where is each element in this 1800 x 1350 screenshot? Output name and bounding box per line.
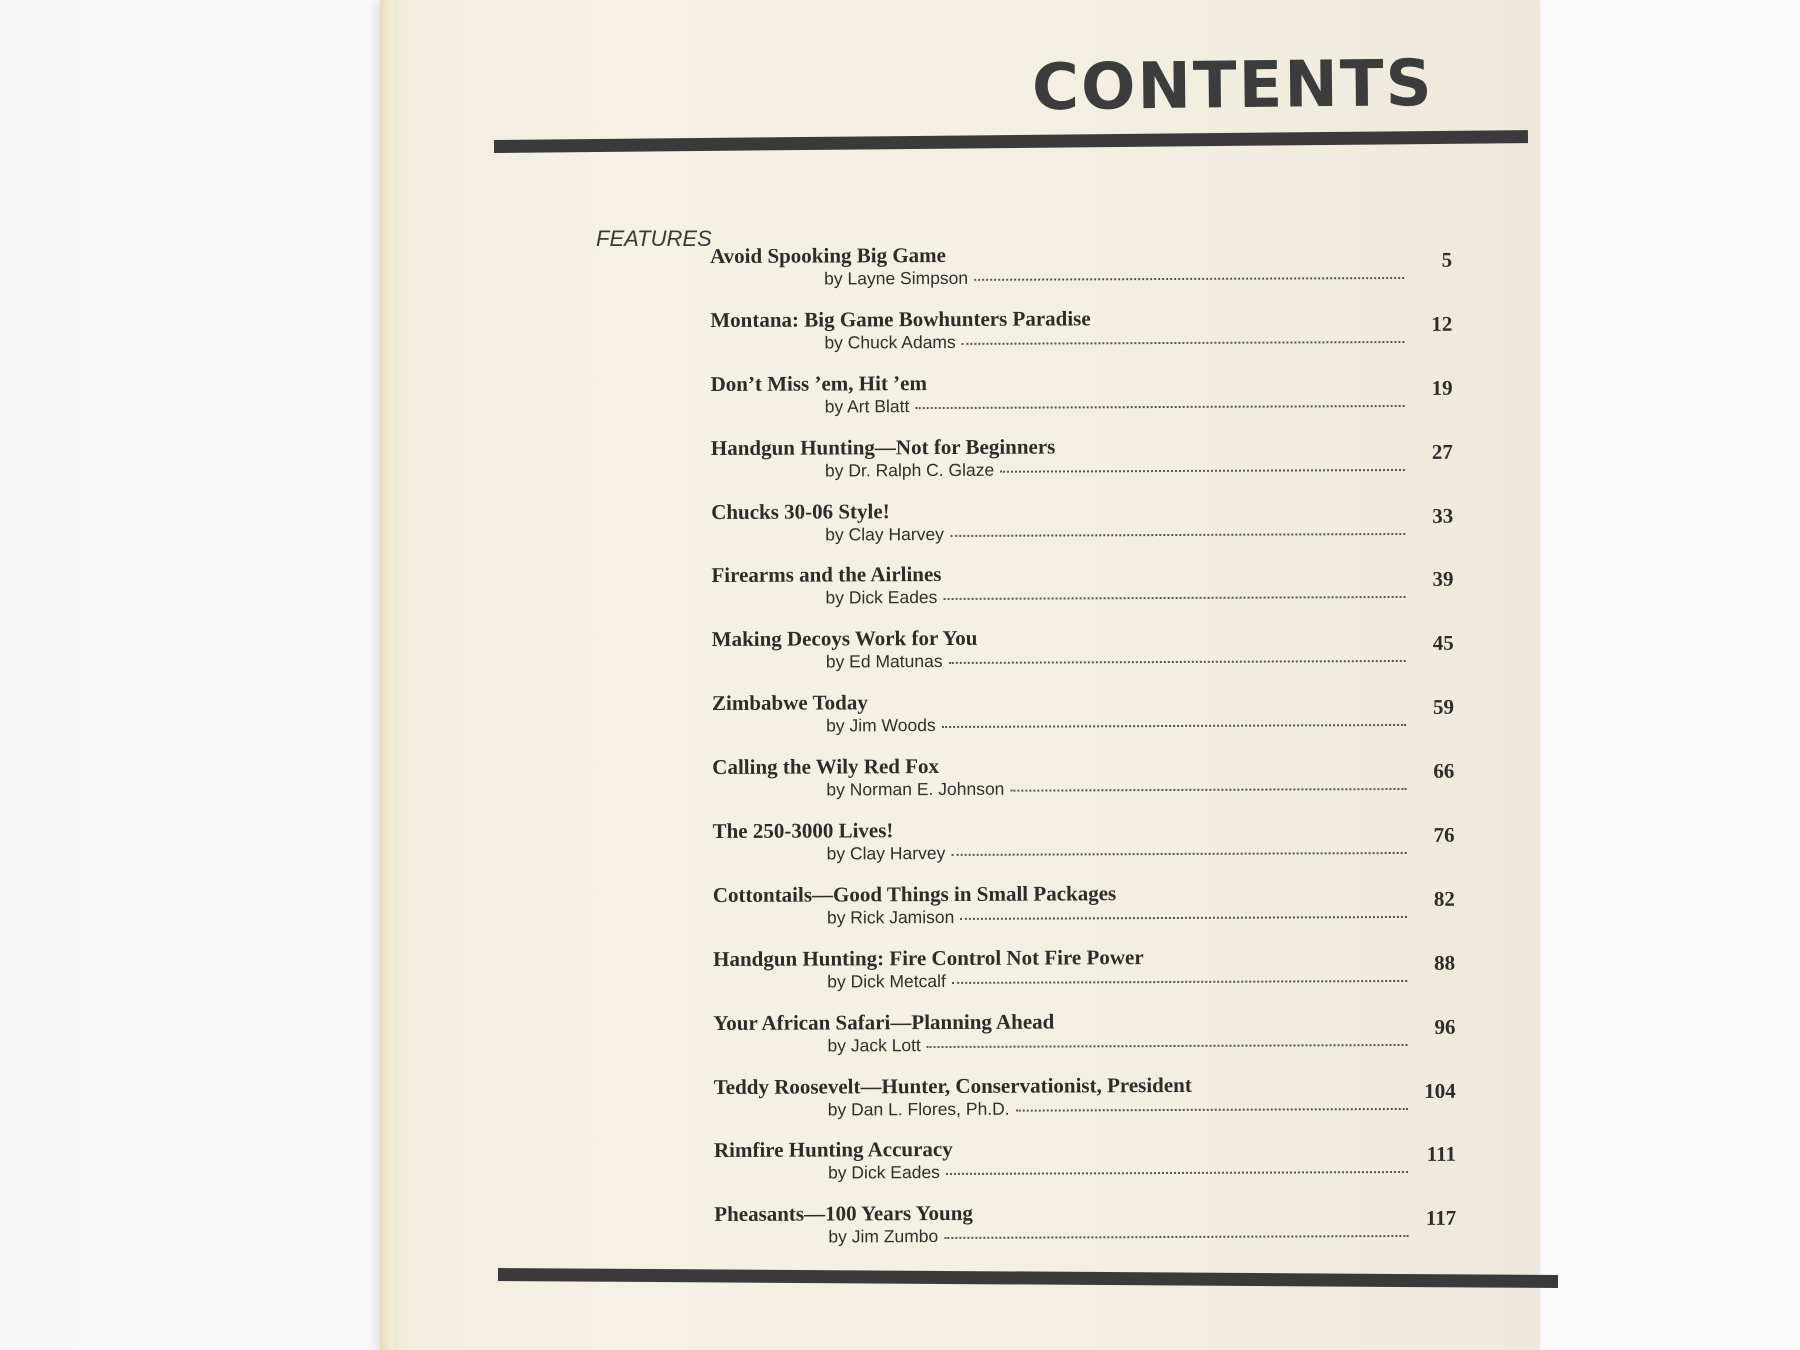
- toc-entry: [711, 434, 1453, 501]
- page-number: 12: [1431, 311, 1453, 336]
- article-author: by Dr. Ralph C. Glaze: [824, 459, 995, 481]
- page-number: 59: [1432, 694, 1455, 720]
- dot-leader: [944, 1235, 1408, 1239]
- dot-leader: [950, 533, 1405, 537]
- byline-row: [828, 1099, 1408, 1119]
- byline-row: [828, 1226, 1408, 1246]
- page-number: 117: [1425, 1206, 1457, 1231]
- article-title: Handgun Hunting: Fire Control Not Fire Power: [713, 944, 1144, 971]
- byline-row: [826, 651, 1406, 671]
- dot-leader: [1000, 469, 1405, 473]
- article-author: by Dick Eades: [828, 1162, 940, 1183]
- dot-leader: [951, 852, 1406, 856]
- dot-leader: [962, 341, 1405, 345]
- page-number: 19: [1431, 375, 1453, 400]
- page-number: 27: [1431, 439, 1453, 464]
- toc-entry: [711, 562, 1453, 629]
- article-author: by Clay Harvey: [826, 842, 946, 864]
- page-number: 39: [1432, 567, 1454, 592]
- article-title: Montana: Big Game Bowhunters Paradise: [710, 306, 1091, 332]
- article-author: by Art Blatt: [824, 395, 910, 417]
- page-number: 66: [1433, 758, 1455, 783]
- article-title: Don’t Miss ’em, Hit ’em: [710, 370, 928, 396]
- article-title: Your African Safari—Planning Ahead: [713, 1009, 1055, 1035]
- dot-leader: [949, 660, 1406, 664]
- article-author: by Ed Matunas: [825, 651, 943, 672]
- byline-row: [826, 715, 1406, 735]
- toc-entry: [712, 626, 1454, 693]
- byline-row: [827, 843, 1407, 863]
- page-number: 96: [1434, 1014, 1456, 1039]
- article-title: Handgun Hunting—Not for Beginners: [710, 434, 1056, 460]
- toc-entry: [710, 243, 1452, 310]
- article-author: by Dan L. Flores, Ph.D.: [827, 1098, 1010, 1120]
- page-number: 45: [1432, 631, 1454, 656]
- toc-entry: [713, 882, 1455, 949]
- article-author: by Dick Eades: [825, 587, 938, 608]
- byline-row: [827, 907, 1407, 927]
- toc-entry: [711, 371, 1453, 438]
- dot-leader: [942, 724, 1406, 728]
- byline-row: [826, 587, 1406, 607]
- article-title: Firearms and the Airlines: [711, 562, 942, 588]
- article-title: Calling the Wily Red Fox: [712, 754, 940, 780]
- page-number: 88: [1434, 950, 1456, 975]
- article-title: The 250-3000 Lives!: [712, 818, 894, 844]
- article-title: Zimbabwe Today: [711, 690, 868, 716]
- article-author: by Norman E. Johnson: [826, 778, 1005, 800]
- byline-row: [825, 460, 1405, 480]
- article-title: Rimfire Hunting Accuracy: [713, 1137, 953, 1163]
- dot-leader: [1016, 1108, 1408, 1112]
- article-title: Avoid Spooking Big Game: [709, 242, 947, 268]
- byline-row: [825, 396, 1405, 416]
- article-author: by Jack Lott: [827, 1034, 921, 1056]
- page-spine-edge: [380, 0, 394, 1350]
- byline-row: [825, 524, 1405, 544]
- toc-entry: [713, 1009, 1455, 1076]
- dot-leader: [946, 1171, 1408, 1175]
- dot-leader: [952, 980, 1407, 984]
- dot-leader: [927, 1044, 1408, 1048]
- section-label-features: FEATURES: [596, 226, 712, 251]
- article-author: by Dick Metcalf: [827, 970, 946, 992]
- page-number: 82: [1433, 886, 1455, 911]
- dot-leader: [915, 405, 1404, 409]
- dot-leader: [974, 277, 1404, 281]
- article-title: Chucks 30-06 Style!: [711, 498, 890, 524]
- toc-entry: [710, 307, 1452, 374]
- byline-row: [827, 1035, 1407, 1055]
- toc-entry: [714, 1073, 1456, 1140]
- article-title: Pheasants—100 Years Young: [714, 1201, 973, 1227]
- dot-leader: [1010, 788, 1406, 792]
- article-author: by Jim Zumbo: [828, 1226, 939, 1247]
- page-number: 33: [1432, 503, 1454, 528]
- article-author: by Chuck Adams: [824, 331, 956, 353]
- dot-leader: [960, 916, 1407, 920]
- page-number: 5: [1441, 247, 1453, 272]
- byline-row: [824, 268, 1404, 288]
- article-author: by Rick Jamison: [826, 906, 955, 928]
- article-title: Cottontails—Good Things in Small Packages: [712, 881, 1117, 907]
- page-number: 104: [1424, 1078, 1456, 1103]
- byline-row: [828, 1162, 1408, 1182]
- toc-entry: [712, 690, 1454, 757]
- article-author: by Layne Simpson: [824, 267, 969, 289]
- article-author: by Clay Harvey: [825, 523, 944, 545]
- toc-list: [710, 243, 1456, 1268]
- toc-entry: [714, 1201, 1456, 1268]
- byline-row: [824, 332, 1404, 352]
- contents-heading: CONTENTS: [1032, 47, 1435, 126]
- toc-entry: [713, 946, 1455, 1013]
- article-title: Teddy Roosevelt—Hunter, Conservationist, President: [713, 1072, 1192, 1099]
- byline-row: [827, 971, 1407, 991]
- toc-entry: [714, 1137, 1456, 1204]
- toc-entry: [713, 818, 1455, 885]
- toc-entry: [712, 754, 1454, 821]
- article-title: Making Decoys Work for You: [711, 626, 978, 652]
- page-number: 76: [1433, 822, 1455, 847]
- article-author: by Jim Woods: [826, 715, 936, 736]
- page-number: 111: [1426, 1142, 1457, 1167]
- dot-leader: [943, 596, 1405, 600]
- toc-entry: [711, 498, 1453, 565]
- byline-row: [826, 779, 1406, 799]
